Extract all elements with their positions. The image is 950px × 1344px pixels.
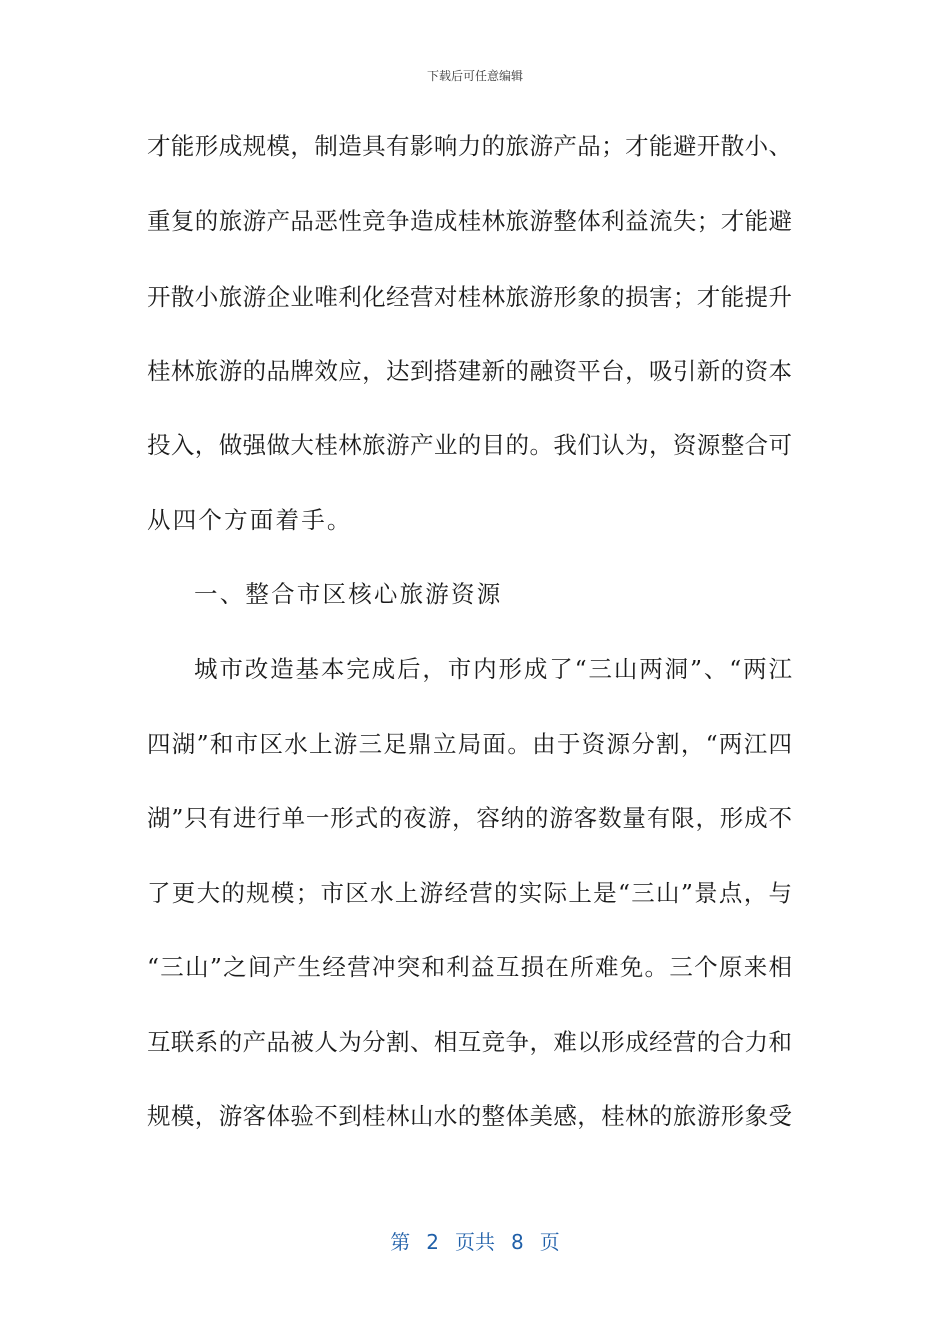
body-line: 桂林旅游的品牌效应，达到搭建新的融资平台，吸引新的资本 (147, 357, 792, 385)
body-line: 规模，游客体验不到桂林山水的整体美感，桂林的旅游形象受 (147, 1102, 792, 1130)
body-line: 互联系的产品被人为分割、相互竞争，难以形成经营的合力和 (147, 1028, 792, 1056)
body-line: 从四个方面着手。 (147, 506, 353, 534)
page-number-footer (0, 1226, 950, 1255)
body-line: “三山”之间产生经营冲突和利益互损在所难免。三个原来相 (147, 953, 792, 981)
footer-prefix: 第 (390, 1230, 411, 1254)
body-line: 湖”只有进行单一形式的夜游，容纳的游客数量有限，形成不 (147, 804, 792, 832)
section-heading: 一、整合市区核心旅游资源 (194, 580, 503, 608)
current-page-number: 2 (426, 1230, 439, 1254)
body-line: 了更大的规模；市区水上游经营的实际上是“三山”景点，与 (147, 879, 792, 907)
body-line: 开散小旅游企业唯利化经营对桂林旅游形象的损害；才能提升 (147, 283, 792, 311)
total-pages-number: 8 (511, 1230, 524, 1254)
body-line: 投入，做强做大桂林旅游产业的目的。我们认为，资源整合可 (147, 431, 792, 459)
body-line: 四湖”和市区水上游三足鼎立局面。由于资源分割，“两江四 (147, 730, 792, 758)
header-note: 下载后可任意编辑 (426, 69, 523, 83)
body-line: 重复的旅游产品恶性竞争造成桂林旅游整体利益流失；才能避 (147, 207, 792, 235)
footer-mid: 页共 (455, 1230, 495, 1254)
body-line: 才能形成规模，制造具有影响力的旅游产品；才能避开散小、 (147, 132, 792, 160)
footer-suffix: 页 (539, 1230, 560, 1254)
body-line: 城市改造基本完成后，市内形成了“三山两洞”、“两江 (194, 655, 792, 683)
